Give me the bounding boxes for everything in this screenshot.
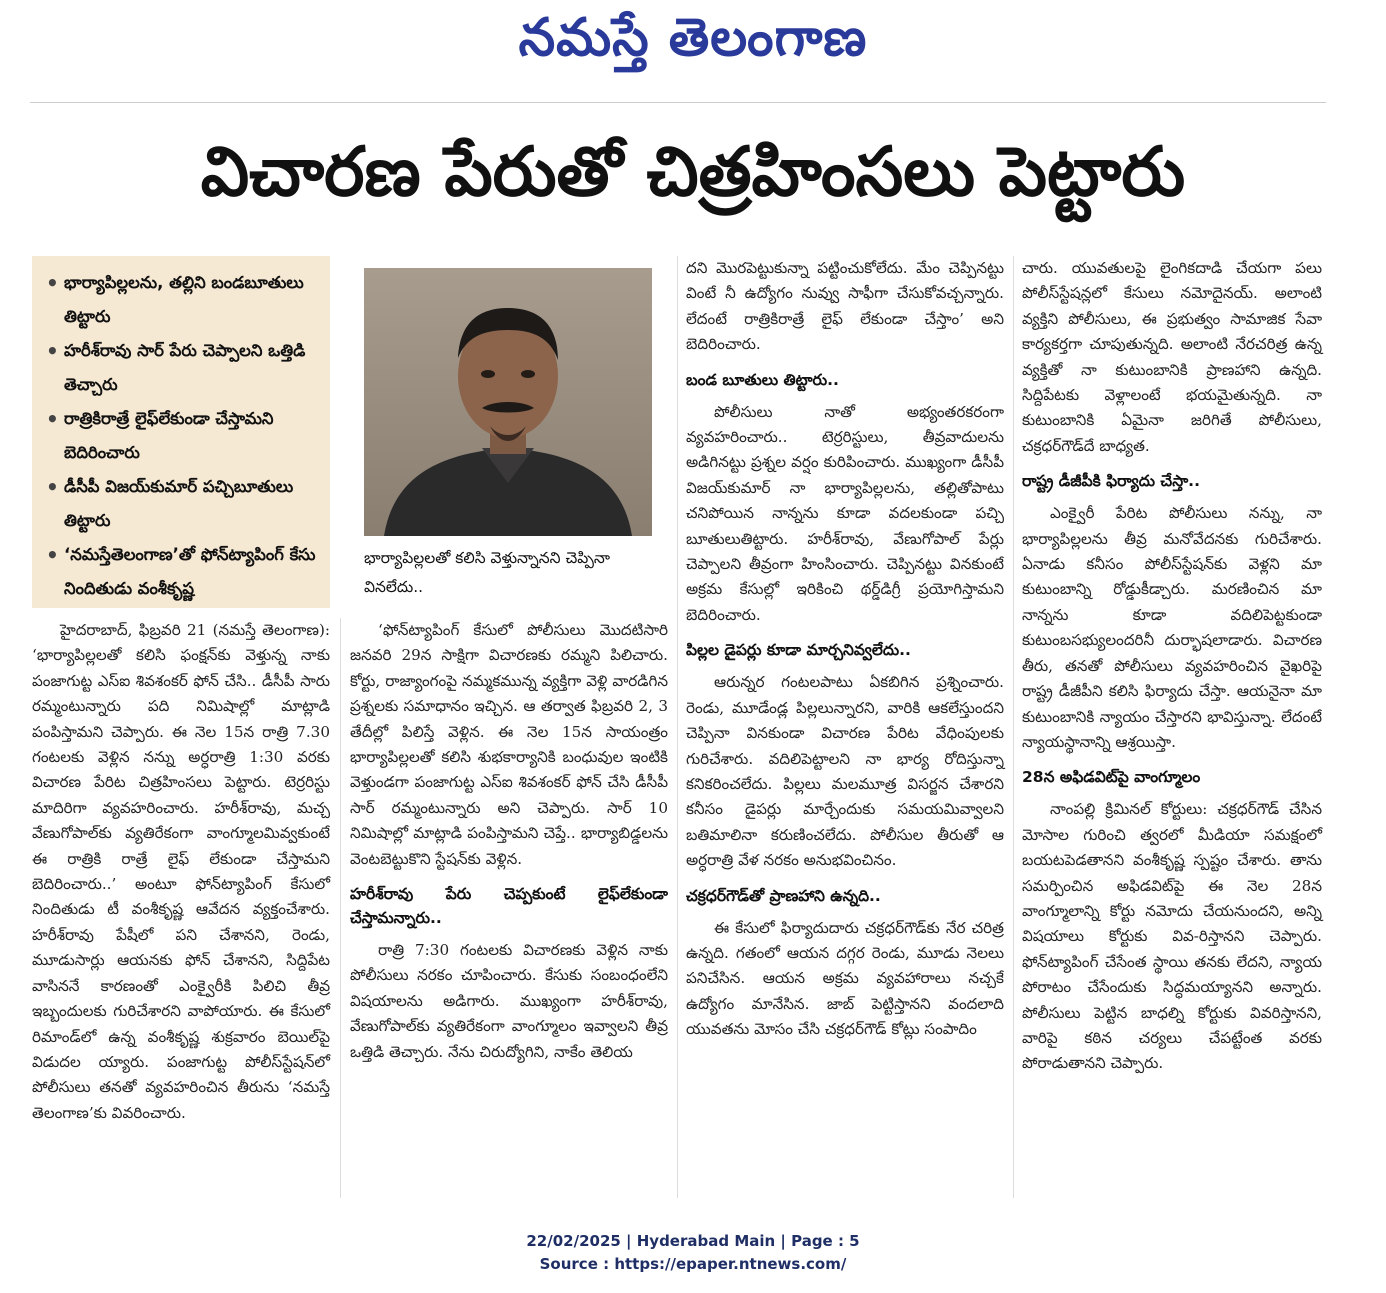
subheading: హరీశ్‌రావు పేరు చెప్పకుంటే లైఫ్‌లేకుండా చేస్తామన్నారు.. bbox=[350, 885, 668, 928]
footer-edition-info: 22/02/2025 | Hyderabad Main | Page : 5 bbox=[526, 1232, 860, 1250]
photo-caption: భార్యాపిల్లలతో కలిసి వెళ్తున్నానని చెప్పినా వినలేదు.. bbox=[364, 549, 610, 596]
masthead-divider bbox=[30, 102, 1326, 103]
paragraph: నాంపల్లి క్రిమినల్ కోర్టులు: చక్రధర్‌గౌడ్ చేసిన మోసాల గురించి త్వరలో మీడియా సమక్షంలో బయటపెడతానని వంశీకృష్ణ స్పష్టం చేశారు. తాను సమర్పించిన అఫిడవిట్‌పై ఈ నెల 28న వాంగ్మూలాన్ని కోర్టు నమోదు చేయనుందని, అన్ని విషయాలు కోర్టుకు వివ-రిస్తానని చెప్పారు. ఫోన్‌ట్యాపింగ్ చేసేంత స్థాయి తనకు లేదని, న్యాయ పోరాటం చేసేందుకు సిద్ధమయ్యానని అన్నారు. పోలీసులు పెట్టిన బాధల్ని కోర్టుకు వివరిస్తానని, వారిపై కఠిన చర్యలు చేపట్టేంత వరకు పోరాడుతానని చెప్పారు. bbox=[1022, 800, 1322, 1073]
paragraph: చారు. యువతులపై లైంగికదాడి చేయగా పలు పోలీస్‌స్టేషన్లలో కేసులు నమోదైనయ్. అలాంటి వ్యక్తిని పోలీసులు, ఈ ప్రభుత్వం సామాజిక సేవా కార్యకర్తగా చూపుతున్నది. అలాంటి నేరచరిత్ర ఉన్న వ్యక్తితో నా కుటుంబానికి ప్రాణహాని ఉన్నది. సిద్దిపేటకు వెళ్లాలంటే భయమైతున్నది. నా కుటుంబానికి ఏమైనా జరిగితే పోలీసులు, చక్రధర్‌గౌడ్‌దే బాధ్యత. bbox=[1022, 259, 1322, 455]
column-divider bbox=[677, 256, 678, 1198]
article-column-4 bbox=[1022, 256, 1322, 1077]
paragraph: రాత్రి 7:30 గంటలకు విచారణకు వెళ్లిన నాకు పోలీసులు నరకం చూపించారు. కేసుకు సంబంధంలేని విషయాలను అడిగారు. ముఖ్యంగా హరీశ్‌రావు, వేణుగోపాల్‌కు వ్యతిరేకంగా వాంగ్మూలం ఇవ్వాలని తీవ్ర ఒత్తిడి తెచ్చారు. నేను చిరుద్యోగిని, నాకేం తెలియ bbox=[350, 941, 668, 1061]
column-divider bbox=[340, 618, 341, 1198]
portrait-illustration bbox=[364, 268, 652, 536]
article-column-3 bbox=[686, 256, 1004, 1043]
subheading: చక్రధర్‌గౌడ్‌తో ప్రాణహాని ఉన్నది.. bbox=[686, 886, 881, 905]
paragraph: దని మొరపెట్టుకున్నా పట్టించుకోలేదు. మేం చెప్పినట్టు వింటే నీ ఉద్యోగం నువ్వు సాఫీగా చేసుకోవచ్చన్నారు. లేదంటే రాత్రికిరాత్రే లైఫ్ లేకుండా చేస్తాం’ అని బెదిరించారు. bbox=[686, 259, 1004, 354]
paragraph: హైదరాబాద్, ఫిబ్రవరి 21 (నమస్తే తెలంగాణ): ‘భార్యాపిల్లలతో కలిసి ఫంక్షన్‌కు వెళ్తున్న నాకు పంజాగుట్ట ఎస్‌ఐ శివశంకర్ ఫోన్ చేసి.. డీసీపీ సారు రమ్మంటున్నారు పది నిమిషాల్లో మాట్లాడి పంపిస్తామని చెప్పారు. ఈ నెల 15న రాత్రి 7.30 గంటలకు వెళ్లిన నన్ను అర్ధరాత్రి 1:30 వరకు విచారణ పేరిట చిత్రహింసలు పెట్టారు. టెర్రరిస్టు మాదిరిగా వ్యవహరించారు. హరీశ్‌రావు, మచ్చ వేణుగోపాల్‌కు వ్యతిరేకంగా వాంగ్మూలమివ్వకుంటే ఈ రాత్రికి రాత్రే లైఫ్ లేకుండా చేస్తామని బెదిరించారు..’ అంటూ ఫోన్‌ట్యాపింగ్ కేసులో నిందితుడు టీ వంశీకృష్ణ ఆవేదన వ్యక్తంచేశారు. హరీశ్‌రావు పేషీలో పని చేశానని, రెండు, మూడుసార్లు ఆయనకు ఫోన్ చేశానని, సిద్దిపేట వాసిననే కారణంతో ఎంక్వైరీకి పిలిచి తీవ్ర ఇబ్బందులకు గురిచేశారని వాపోయారు. ఈ కేసులో రిమాండ్‌లో ఉన్న వంశీకృష్ణ శుక్రవారం బెయిల్‌పై విడుదల య్యారు. పంజాగుట్ట పోలీస్‌స్టేషన్‌లో పోలీసులు తనతో వ్యవహరించిన తీరును ‘నమస్తే తెలంగాణ’కు వివరించారు. bbox=[32, 621, 330, 1122]
subheading: పిల్లల డైపర్లు కూడా మార్చనివ్వలేదు.. bbox=[686, 641, 911, 660]
subheading: 28న అఫిడవిట్‌పై వాంగ్మూలం bbox=[1022, 768, 1201, 787]
article-column-1 bbox=[32, 618, 330, 1126]
paragraph: పోలీసులు నాతో అభ్యంతరకరంగా వ్యవహరించారు.. టెర్రరిస్టులు, తీవ్రవాదులను అడిగినట్టు ప్రశ్నల వర్షం కురిపించారు. ముఖ్యంగా డీసీపీ విజయ్‌కుమార్ నా భార్యాపిల్లలను, తల్లితోపాటు చనిపోయిన నాన్నను కూడా వదలకుండా పచ్చి బూతులుతిట్టారు. హరీశ్‌రావు, వేణుగోపాల్ పేర్లు చెప్పాలని తీవ్రంగా హింసించారు. చెప్పినట్టు వినకుంటే అక్రమ కేసుల్లో ఇరికించి థర్డ్‌డిగ్రీ ప్రయోగిస్తామని బెదిరించారు. bbox=[686, 402, 1004, 624]
paragraph: ఎంక్వైరీ పేరిట పోలీసులు నన్ను, నా భార్యాపిల్లలను తీవ్ర మనోవేదనకు గురిచేశారు. ఏనాడు కనీసం పోలీస్‌స్టేషన్‌కు వెళ్లని మా కుటుంబాన్ని రోడ్డుకీడ్చారు. మరణించిన మా నాన్నను కూడా వదిలిపెట్టకుండా కుటుంబసభ్యులందరినీ దుర్భాషలాడారు. విచారణ తీరు, తనతో పోలీసులు వ్యవహరించిన వైఖరిపై రాష్ట్ర డీజీపీని కలిసి ఫిర్యాదు చేస్తా. ఆయనైనా మా కుటుంబానికి న్యాయం చేస్తారని భావిస్తున్నా. లేదంటే న్యాయస్థానాన్ని ఆశ్రయిస్తా. bbox=[1022, 504, 1322, 751]
highlight-item: • రాత్రికిరాత్రే లైఫ్‌లేకుండా చేస్తామని బెదిరించారు bbox=[42, 402, 322, 470]
subheading: బండ బూతులు తిట్టారు.. bbox=[686, 370, 839, 389]
highlight-item: • హరీశ్‌రావు సార్ పేరు చెప్పాలని ఒత్తిడి తెచ్చారు bbox=[42, 334, 322, 402]
subheading: రాష్ట్ర డీజీపీకి ఫిర్యాదు చేస్తా.. bbox=[1022, 472, 1200, 491]
footer-source: Source : https://epaper.ntnews.com/ bbox=[539, 1255, 847, 1273]
article-headline: విచారణ పేరుతో చిత్రహింసలు పెట్టారు bbox=[200, 133, 1186, 212]
newspaper-masthead: నమస్తే తెలంగాణ bbox=[518, 8, 868, 68]
paragraph: ‘ఫోన్‌ట్యాపింగ్ కేసులో పోలీసులు మొదటిసారి జనవరి 29న సాక్షిగా విచారణకు రమ్మని పిలిచారు. కోర్టు, రాజ్యాంగంపై నమ్మకమున్న వ్యక్తిగా వెళ్లి వారడిగిన ప్రశ్నలకు సమాధానం ఇచ్చిన. ఆ తర్వాత ఫిబ్రవరి 2, 3 తేదీల్లో పిలిస్తే వెళ్లిన. ఈ నెల 15న సాయంత్రం భార్యాపిల్లలతో కలిసి శుభకార్యానికి బంధువుల ఇంటికి వెళ్తుండగా పంజాగుట్ట ఎస్‌ఐ శివశంకర్ ఫోన్ చేసి డీసీపీ సార్ రమ్మంటున్నారు అని చెప్పారు. సార్ 10 నిమిషాల్లో మాట్లాడి పంపిస్తామని చెప్తే.. భార్యాబిడ్డలను వెంటబెట్టుకొని స్టేషన్‌కు వెళ్లిన. bbox=[350, 621, 668, 868]
highlight-item: • ‘నమస్తేతెలంగాణ’తో ఫోన్‌ట్యాపింగ్ కేసు నిందితుడు వంశీకృష్ణ bbox=[42, 538, 322, 606]
highlights-box bbox=[32, 256, 330, 608]
paragraph: ఈ కేసులో ఫిర్యాదుదారు చక్రధర్‌గౌడ్‌కు నేర చరిత్ర ఉన్నది. గతంలో ఆయన దగ్గర రెండు, మూడు నెలలు పనిచేసిన. ఆయన అక్రమ వ్యవహారాలు నచ్చకే ఉద్యోగం మానేసిన. జాబ్ పెట్టిస్తానని వందలాది యువతను మోసం చేసి చక్రధర్‌గౌడ్ కోట్లు సంపాదిం bbox=[686, 918, 1004, 1039]
portrait-photo bbox=[364, 268, 652, 536]
highlight-item: • డీసీపీ విజయ్‌కుమార్ పచ్చిబూతులు తిట్టారు bbox=[42, 470, 322, 538]
article-column-2 bbox=[350, 618, 668, 1065]
column-divider bbox=[1013, 256, 1014, 1198]
highlight-item: • భార్యాపిల్లలను, తల్లిని బండబూతులు తిట్టారు bbox=[42, 266, 322, 334]
paragraph: ఆరున్నర గంటలపాటు ఏకబిగిన ప్రశ్నించారు. రెండు, మూడేండ్ల పిల్లలున్నారని, వారికి ఆకలేస్తుందని చెప్పినా వినకుండా విచారణ పేరిట వేధింపులకు గురిచేశారు. వదిలిపెట్టాలని నా భార్య రోదిస్తున్నా కనికరించలేదు. పిల్లలు మలమూత్ర విసర్జన చేశారని కనీసం డైపర్లు మార్చేందుకు సమయమివ్వాలని బతిమాలినా కరుణించలేదు. పోలీసుల తీరుతో ఆ అర్ధరాత్రి వేళ నరకం అనుభవించినం. bbox=[686, 673, 1004, 870]
